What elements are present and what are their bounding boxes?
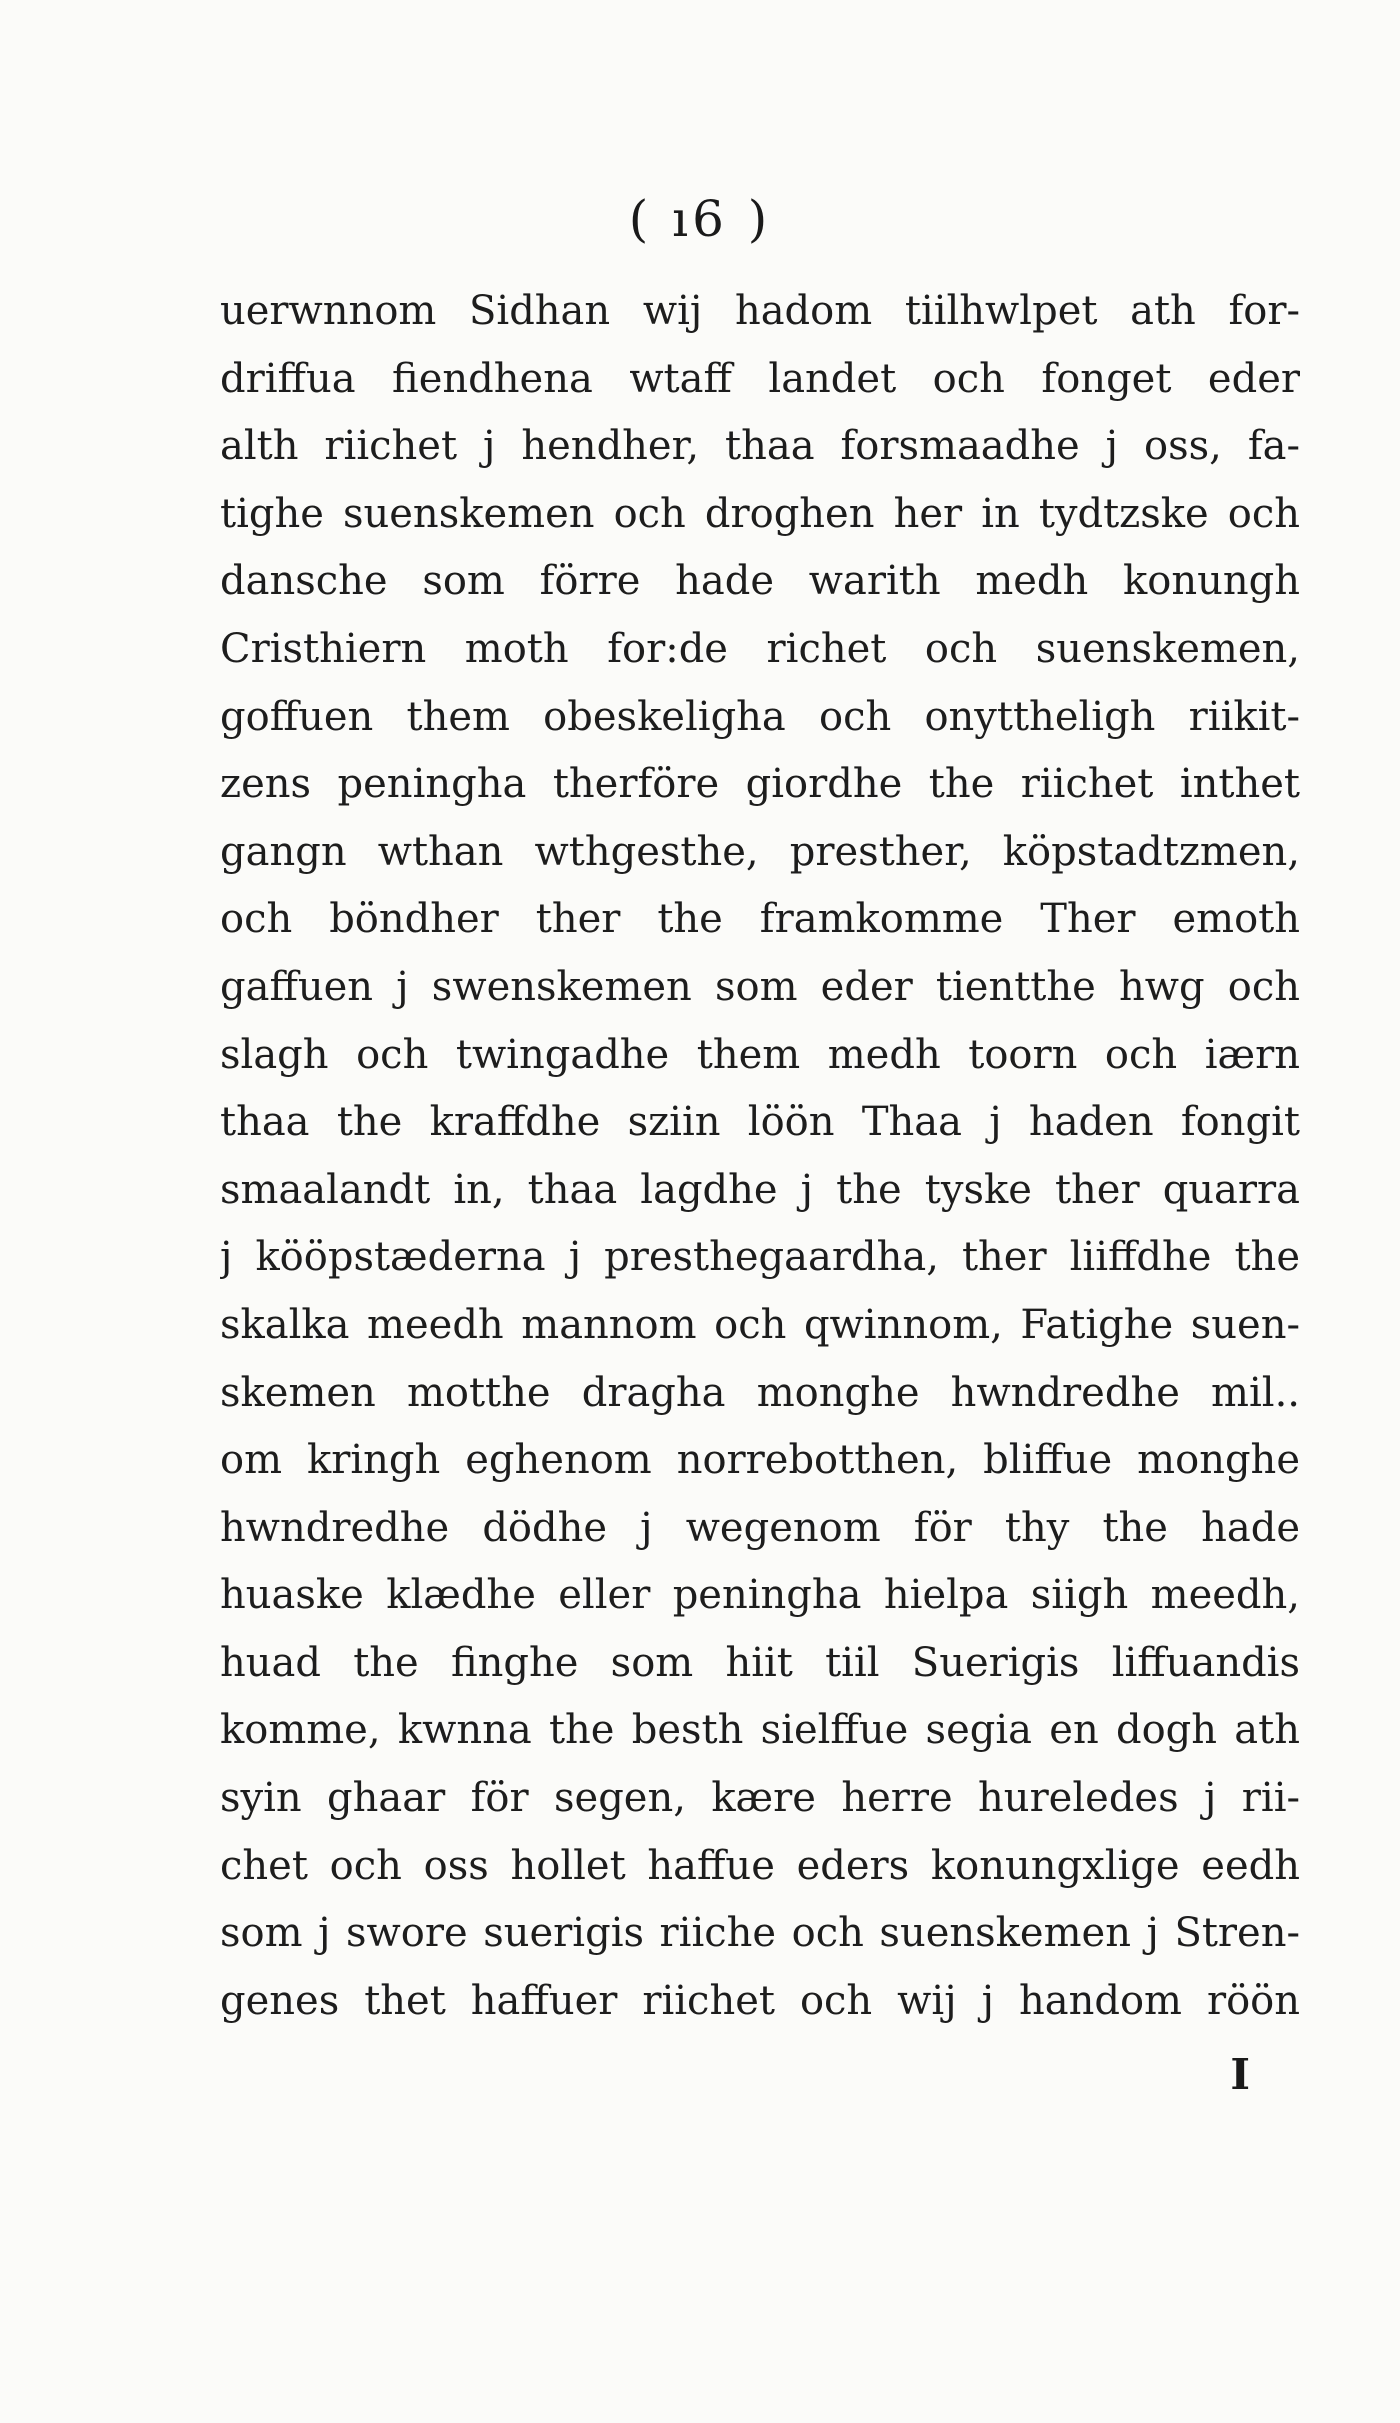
text-line: skemen motthe dragha monghe hwndredhe mil.. [220, 1369, 1300, 1416]
text-line: driffua fiendhena wtaff landet och fonget eder [220, 355, 1300, 402]
text-line: syin ghaar för segen, kære herre hureledes j rii- [220, 1775, 1300, 1822]
body-text [220, 278, 1300, 2035]
text-line: slagh och twingadhe them medh toorn och iærn [220, 1031, 1300, 1078]
text-line: alth riichet j hendher, thaa forsmaadhe j oss, fa- [220, 423, 1300, 470]
text-line: chet och oss hollet haffue eders konungxlige eedh [220, 1842, 1300, 1889]
text-line: huaske klædhe eller peningha hielpa siigh meedh, [220, 1572, 1300, 1619]
text-line: komme, kwnna the besth sielffue segia en dogh ath [220, 1707, 1300, 1754]
text-line: som j swore suerigis riiche och suenskemen j Stren- [220, 1910, 1300, 1957]
text-line: smaalandt in, thaa lagdhe j the tyske ther quarra [220, 1166, 1300, 1213]
text-line: goffuen them obeskeligha och onyttheligh riikit- [220, 693, 1300, 740]
text-line: dansche som förre hade warith medh konungh [220, 558, 1300, 605]
text-line: tighe suenskemen och droghen her in tydtzske och [220, 490, 1300, 537]
text-line: gangn wthan wthgesthe, presther, köpstadtzmen, [220, 828, 1300, 875]
text-line: huad the finghe som hiit tiil Suerigis liffuandis [220, 1639, 1300, 1686]
text-line: zens peningha therföre giordhe the riichet inthet [220, 761, 1300, 808]
page-number: ( ı6 ) [628, 190, 772, 248]
text-line: gaffuen j swenskemen som eder tientthe hwg och [220, 963, 1300, 1010]
catchword: I [1230, 2050, 1250, 2099]
text-line: och böndher ther the framkomme Ther emoth [220, 896, 1300, 943]
text-line: om kringh eghenom norrebotthen, bliffue monghe [220, 1437, 1300, 1484]
text-line: j kööpstæderna j presthegaardha, ther liiffdhe the [220, 1234, 1300, 1281]
text-line: skalka meedh mannom och qwinnom, Fatighe suen- [220, 1301, 1300, 1348]
text-line: Cristhiern moth for:de richet och suenskemen, [220, 625, 1300, 672]
text-line: genes thet haffuer riichet och wij j handom röön [220, 1977, 1300, 2024]
text-line: thaa the kraffdhe sziin löön Thaa j haden fongit [220, 1099, 1300, 1146]
text-line: uerwnnom Sidhan wij hadom tiilhwlpet ath for- [220, 288, 1300, 334]
text-line: hwndredhe dödhe j wegenom för thy the hade [220, 1504, 1300, 1551]
